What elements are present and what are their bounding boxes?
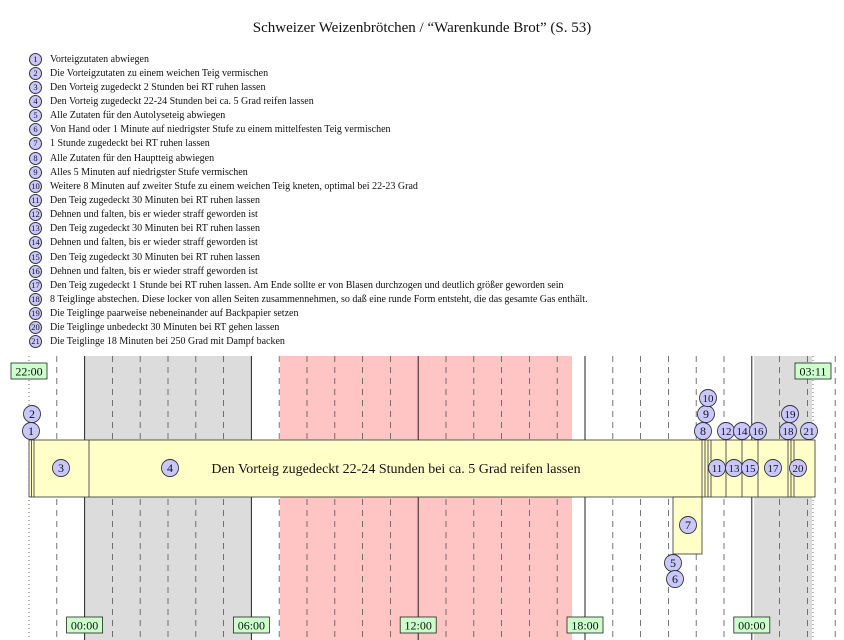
start-time-label-text: 22:00 bbox=[15, 364, 43, 379]
step-number: 15 bbox=[29, 251, 42, 264]
step-text: Vorteigzutaten abwiegen bbox=[50, 53, 149, 65]
step-marker-number: 12 bbox=[720, 426, 732, 438]
step-number: 14 bbox=[29, 236, 42, 249]
step-number: 9 bbox=[29, 166, 42, 179]
step-marker-number: 20 bbox=[792, 463, 804, 475]
step-marker-number: 15 bbox=[744, 463, 756, 475]
step-marker bbox=[698, 406, 715, 423]
step-number: 4 bbox=[29, 95, 42, 108]
step-number: 10 bbox=[29, 180, 42, 193]
step-text: Alles 5 Minuten auf niedrigster Stufe vermischen bbox=[50, 166, 248, 178]
step-text: Die Vorteigzutaten zu einem weichen Teig vermischen bbox=[50, 67, 269, 79]
axis-time-label-text: 00:00 bbox=[70, 618, 99, 633]
step-marker-number: 16 bbox=[752, 426, 764, 438]
step-text: Dehnen und falten, bis er wieder straff geworden ist bbox=[50, 265, 258, 277]
step-text: 1 Stunde zugedeckt bei RT ruhen lassen bbox=[50, 138, 210, 150]
step-marker-number: 14 bbox=[736, 426, 748, 438]
axis-time-label bbox=[400, 617, 436, 633]
step-text: Dehnen und falten, bis er wieder straff geworden ist bbox=[50, 209, 258, 221]
step-marker bbox=[718, 423, 735, 440]
step-marker bbox=[680, 517, 697, 534]
step-marker bbox=[665, 555, 682, 572]
step-marker-number: 5 bbox=[670, 556, 676, 570]
step-marker bbox=[790, 460, 807, 477]
step-marker-number: 3 bbox=[58, 461, 64, 475]
start-time-label bbox=[11, 363, 47, 379]
step-marker bbox=[782, 406, 799, 423]
step-marker-number: 13 bbox=[728, 463, 740, 475]
step-marker bbox=[162, 460, 179, 477]
night-band bbox=[85, 356, 252, 640]
step-text: Die Teiglinge paarweise nebeneinander auf Backpapier setzen bbox=[50, 308, 299, 320]
step-text: Den Vorteig zugedeckt 2 Stunden bei RT ruhen lassen bbox=[50, 81, 266, 93]
axis-time-label-text: 12:00 bbox=[404, 618, 432, 633]
step-marker bbox=[709, 460, 726, 477]
end-time-label bbox=[795, 363, 831, 379]
night-band bbox=[754, 356, 812, 640]
step-text: 8 Teiglinge abstechen. Diese locker von allen Seiten zusammennehmen, so daß eine runde Form entsteht, die das gesamte Gas enthält. bbox=[50, 293, 588, 305]
step-text: Den Teig zugedeckt 30 Minuten bei RT ruhen lassen bbox=[50, 194, 260, 206]
step-text: Die Teiglinge 18 Minuten bei 250 Grad mit Dampf backen bbox=[50, 336, 285, 348]
step-marker-number: 18 bbox=[782, 426, 794, 438]
step-marker bbox=[23, 423, 40, 440]
step-marker bbox=[53, 460, 70, 477]
step-marker bbox=[801, 423, 818, 440]
step-marker bbox=[667, 571, 684, 588]
axis-time-label bbox=[734, 617, 770, 633]
page-title: Schweizer Weizenbrötchen / “Warenkunde Brot” (S. 53) bbox=[252, 20, 592, 36]
step-marker bbox=[726, 460, 743, 477]
axis-time-label bbox=[567, 617, 603, 633]
step-marker bbox=[750, 423, 767, 440]
step-marker bbox=[742, 460, 759, 477]
step-marker bbox=[734, 423, 751, 440]
step-marker-number: 2 bbox=[29, 407, 35, 421]
step-number: 2 bbox=[29, 67, 42, 80]
step-marker-number: 21 bbox=[803, 426, 815, 438]
step-number: 7 bbox=[29, 137, 42, 150]
step-marker-number: 6 bbox=[672, 572, 678, 586]
step-marker-number: 4 bbox=[167, 461, 173, 475]
step-number: 20 bbox=[29, 321, 42, 334]
step-number: 6 bbox=[29, 123, 42, 136]
step-number: 16 bbox=[29, 265, 42, 278]
step-marker-number: 19 bbox=[784, 409, 796, 421]
axis-time-label bbox=[67, 617, 103, 633]
step-marker bbox=[700, 390, 717, 407]
step-text: Alle Zutaten für den Hauptteig abwiegen bbox=[50, 152, 215, 164]
step-marker-number: 1 bbox=[28, 424, 34, 438]
step-number: 3 bbox=[29, 81, 42, 94]
step-marker-number: 8 bbox=[700, 424, 706, 438]
step-text: Den Teig zugedeckt 30 Minuten bei RT ruhen lassen bbox=[50, 223, 260, 235]
step-text: Den Teig zugedeckt 30 Minuten bei RT ruhen lassen bbox=[50, 251, 260, 263]
axis-time-label-text: 06:00 bbox=[237, 618, 266, 633]
warm-band bbox=[280, 356, 572, 640]
step-number: 21 bbox=[29, 335, 42, 348]
step-marker bbox=[765, 460, 782, 477]
axis-time-label-text: 18:00 bbox=[571, 618, 599, 633]
step-number: 1 bbox=[29, 53, 42, 66]
axis-time-label bbox=[233, 617, 269, 633]
step-number: 11 bbox=[29, 194, 42, 207]
step-number: 17 bbox=[29, 279, 42, 292]
step-number: 19 bbox=[29, 307, 42, 320]
step-marker bbox=[695, 423, 712, 440]
step-marker-number: 7 bbox=[685, 518, 691, 532]
step-number: 18 bbox=[29, 293, 42, 306]
step-text: Weitere 8 Minuten auf zweiter Stufe zu einem weichen Teig kneten, optimal bei 22-23 Grad bbox=[50, 180, 418, 192]
step-marker-number: 10 bbox=[702, 393, 714, 405]
step-number: 8 bbox=[29, 152, 42, 165]
main-bar-label: Den Vorteig zugedeckt 22-24 Stunden bei ca. 5 Grad reifen lassen bbox=[211, 462, 581, 477]
step-number: 12 bbox=[29, 208, 42, 221]
step-marker-number: 9 bbox=[703, 407, 709, 421]
step-marker bbox=[780, 423, 797, 440]
step-text: Dehnen und falten, bis er wieder straff geworden ist bbox=[50, 237, 258, 249]
step-number: 13 bbox=[29, 222, 42, 235]
step-marker-number: 17 bbox=[767, 463, 779, 475]
step-marker bbox=[24, 406, 41, 423]
end-time-label-text: 03:11 bbox=[799, 364, 827, 379]
axis-time-label-text: 00:00 bbox=[738, 618, 766, 633]
step-marker-number: 11 bbox=[711, 463, 723, 475]
step-number: 5 bbox=[29, 109, 42, 122]
step-text: Die Teiglinge unbedeckt 30 Minuten bei RT gehen lassen bbox=[50, 322, 280, 334]
step-text: Von Hand oder 1 Minute auf niedrigster Stufe zu einem mittelfesten Teig vermischen bbox=[50, 124, 391, 136]
step-text: Den Teig zugedeckt 1 Stunde bei RT ruhen lassen. Am Ende sollte er von Blasen durchzogen und deutlich größer geworden sein bbox=[50, 279, 564, 291]
step-text: Alle Zutaten für den Autolyseteig abwiegen bbox=[50, 110, 226, 122]
step-text: Den Vorteig zugedeckt 22-24 Stunden bei ca. 5 Grad reifen lassen bbox=[50, 95, 314, 107]
